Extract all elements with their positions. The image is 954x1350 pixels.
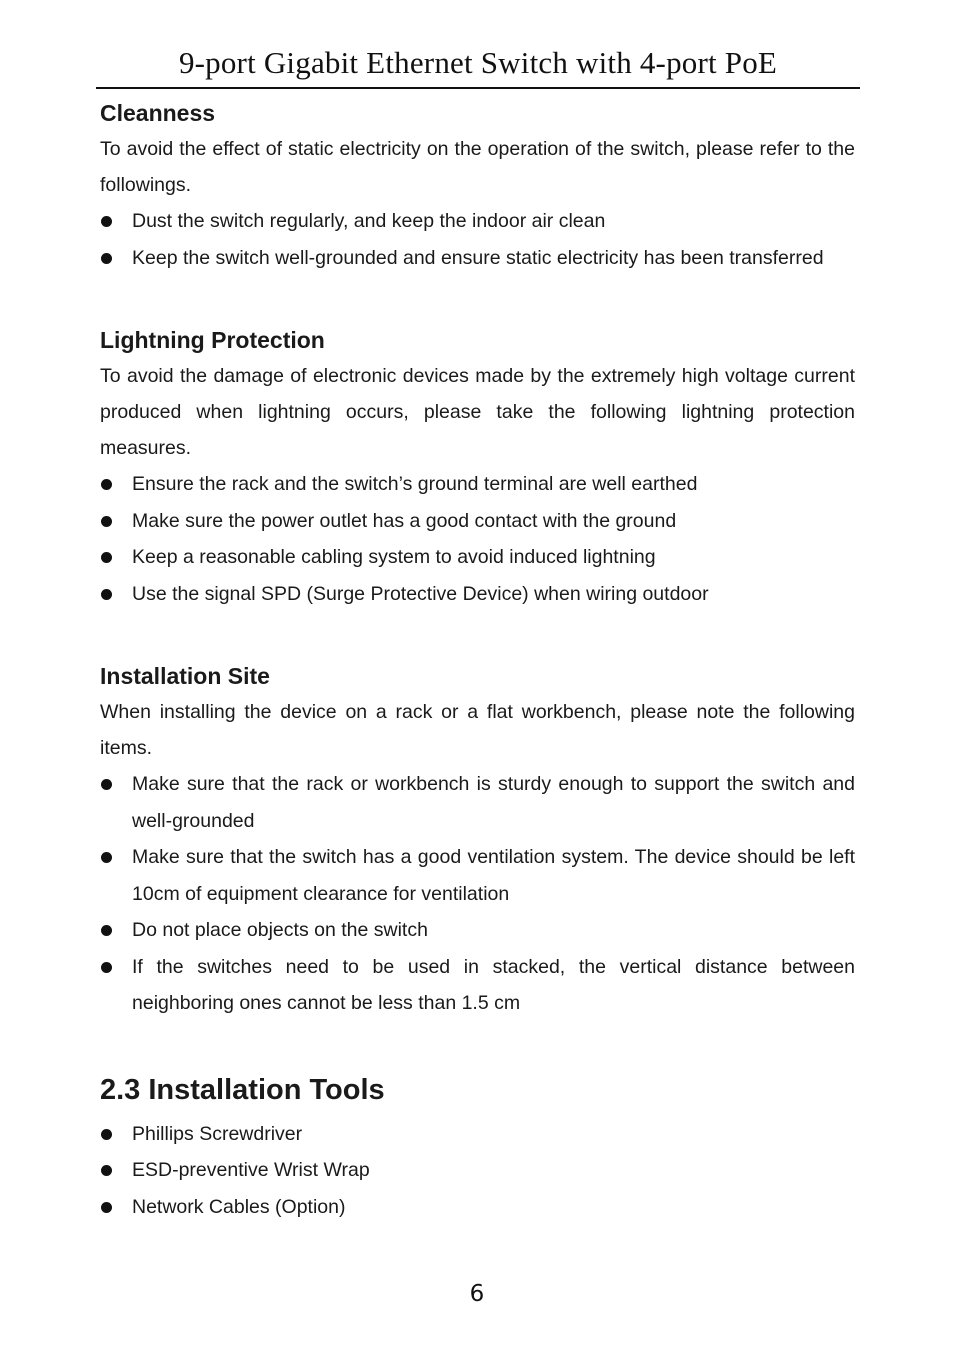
list-item: [100, 503, 855, 540]
bullet-icon: [101, 253, 112, 264]
list-item-text: Keep the switch well-grounded and ensure static electricity has been transferred: [132, 246, 824, 269]
installation-site-section: [100, 658, 855, 1022]
page-number: 6: [469, 1281, 485, 1307]
cleanness-intro: To avoid the effect of static electricity on the operation of the switch, please refer to the followings.: [100, 138, 855, 196]
list-item: [100, 912, 855, 949]
list-item-text: Make sure the power outlet has a good contact with the ground: [132, 509, 677, 532]
document-title: 9-port Gigabit Ethernet Switch with 4-port PoE: [178, 45, 778, 80]
list-item-text: Phillips Screwdriver: [132, 1122, 303, 1145]
list-item: [100, 203, 855, 240]
list-item: [100, 839, 855, 912]
cleanness-section: [100, 95, 855, 276]
bullet-icon: [101, 552, 112, 563]
bullet-icon: [101, 1129, 112, 1140]
cleanness-list: [100, 203, 855, 276]
list-item: [100, 1152, 855, 1189]
cleanness-heading: Cleanness: [100, 100, 216, 126]
bullet-icon: [101, 852, 112, 863]
list-item-text: Network Cables (Option): [132, 1195, 346, 1218]
installation-tools-heading: 2.3 Installation Tools: [100, 1073, 385, 1106]
list-item-text: Make sure that the switch has a good ventilation system. The device should be left 10cm of equipment clearance for ventilation: [132, 846, 855, 905]
list-item-text: ESD-preventive Wrist Wrap: [132, 1159, 370, 1181]
bullet-icon: [101, 925, 112, 936]
list-item: [100, 949, 855, 1022]
list-item: [100, 576, 855, 613]
lightning-list: [100, 466, 855, 612]
bullet-icon: [101, 589, 112, 600]
page-content: [100, 95, 855, 1225]
lightning-intro: To avoid the damage of electronic devices made by the extremely high voltage current produced when lightning occurs, please take the following lightning protection measures.: [100, 365, 855, 459]
lightning-section: [100, 322, 855, 612]
list-item-text: Dust the switch regularly, and keep the indoor air clean: [132, 210, 606, 232]
list-item: [100, 539, 855, 576]
list-item-text: Make sure that the rack or workbench is sturdy enough to support the switch and well-grounded: [132, 773, 855, 832]
list-item: [100, 1189, 855, 1226]
bullet-icon: [101, 516, 112, 527]
spacer: [100, 612, 855, 658]
installation-site-list: [100, 766, 855, 1022]
list-item: [100, 466, 855, 503]
installation-site-heading: Installation Site: [100, 663, 270, 689]
list-item: [100, 766, 855, 839]
list-item: [100, 240, 855, 277]
installation-tools-list: [100, 1116, 855, 1226]
bullet-icon: [101, 1202, 112, 1213]
bullet-icon: [101, 216, 112, 227]
lightning-heading: Lightning Protection: [100, 327, 325, 353]
list-item-text: Use the signal SPD (Surge Protective Device) when wiring outdoor: [132, 582, 709, 605]
installation-site-intro: When installing the device on a rack or a flat workbench, please note the following items.: [100, 701, 855, 759]
bullet-icon: [101, 479, 112, 490]
bullet-icon: [101, 1165, 112, 1176]
spacer: [100, 276, 855, 322]
spacer: [100, 1022, 855, 1068]
bullet-icon: [101, 962, 112, 973]
bullet-icon: [101, 779, 112, 790]
list-item-text: Ensure the rack and the switch’s ground terminal are well earthed: [132, 473, 698, 495]
list-item-text: Keep a reasonable cabling system to avoid induced lightning: [132, 546, 656, 568]
page-header: [96, 40, 860, 89]
list-item: [100, 1116, 855, 1153]
installation-tools-section: [100, 1068, 855, 1226]
list-item-text: Do not place objects on the switch: [132, 919, 428, 941]
list-item-text: If the switches need to be used in stacked, the vertical distance between neighboring ones cannot be less than 1.5 cm: [132, 955, 855, 1014]
